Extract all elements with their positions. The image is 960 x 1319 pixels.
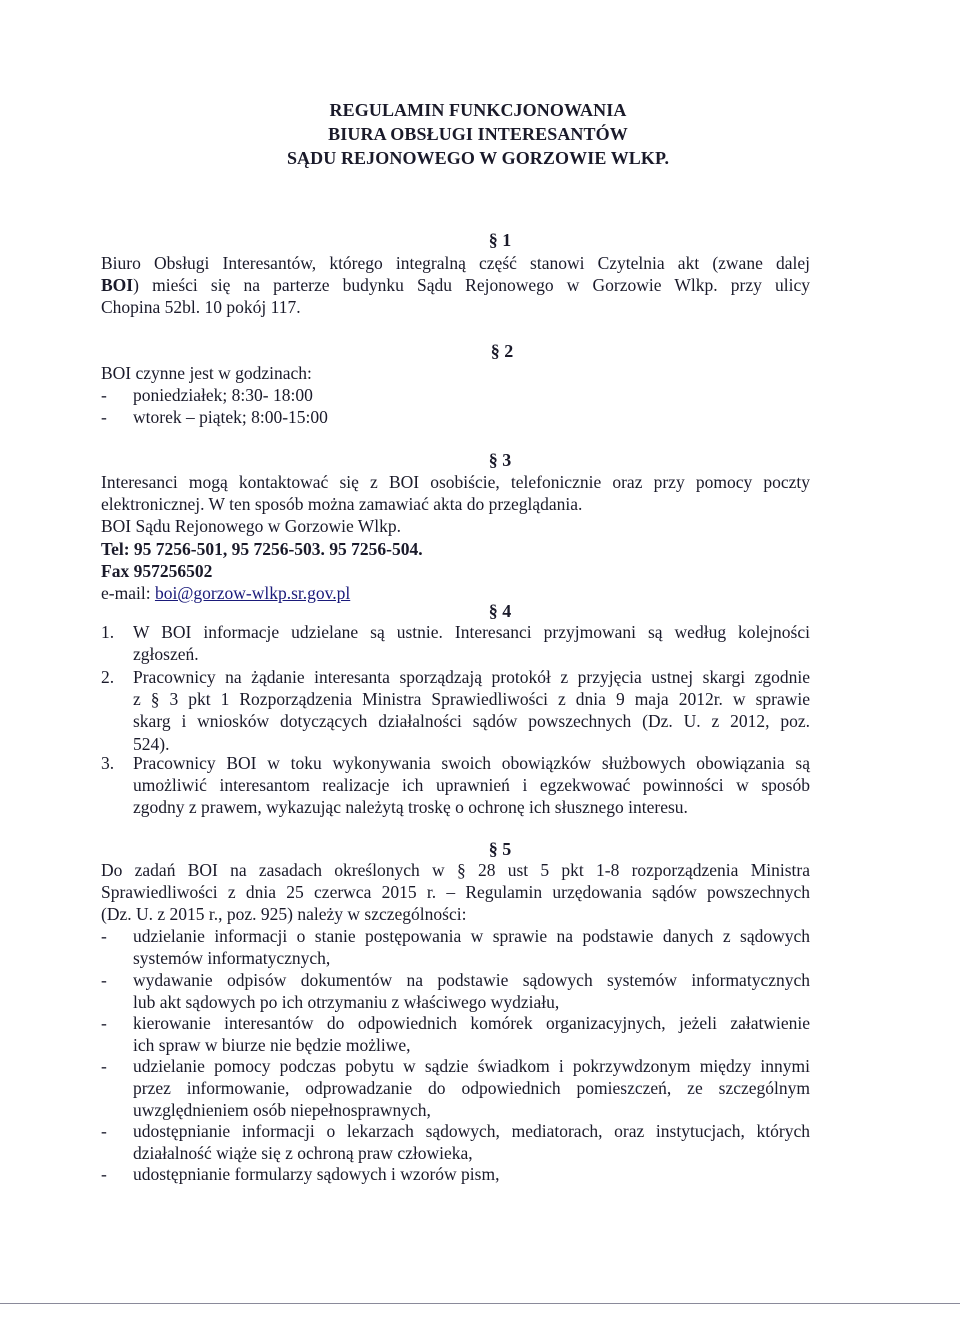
fax-number: Fax 957256502 [101, 560, 213, 581]
document-title [0, 98, 960, 170]
section-1-paragraph [101, 252, 810, 319]
hours-intro: BOI czynne jest w godzinach: [101, 363, 312, 383]
email-line: e-mail: boi@gorzow-wlkp.sr.gov.pl [101, 583, 351, 604]
section-1-heading: § 1 [488, 230, 512, 250]
title-line: BIURA OBSŁUGI INTERESANTÓW [328, 124, 628, 144]
paragraph-line: elektronicznej. W ten sposób można zamawiać akta do przeglądania. [101, 494, 583, 515]
paragraph-line: BOI Sądu Rejonowego w Gorzowie Wlkp. [101, 516, 402, 537]
title-line: REGULAMIN FUNKCJONOWANIA [329, 100, 627, 120]
section-5-heading: § 5 [488, 839, 512, 859]
phone-numbers: Tel: 95 7256-501, 95 7256-503. 95 7256-504. [101, 538, 423, 559]
section-5-paragraph: Do zadań BOI na zasadach określonych w § 28 ust 5 pkt 1-8 rozporządzenia Ministra Sprawiedliwości z dnia 25 czerwca 2015 r. – Regulamin urzędowania sądów powszechnych (Dz. U. z 2015 r., poz. 925) należy w szczególności: [101, 860, 810, 925]
paragraph-line: Chopina 52bl. 10 pokój 117. [101, 297, 301, 318]
email-link[interactable]: boi@gorzow-wlkp.sr.gov.pl [154, 583, 351, 604]
paragraph-line: Biuro Obsługi Interesantów, którego integralną część stanowi Czytelnia akt (zwane dalej [101, 253, 810, 273]
section-4-heading: § 4 [488, 601, 512, 621]
paragraph-line: BOI) mieści się na parterze budynku Sądu Rejonowego w Gorzowie Wlkp. przy ulicy [101, 275, 810, 296]
section-3-heading: § 3 [488, 450, 512, 470]
section-3-paragraph [101, 471, 810, 604]
section-2-heading: § 2 [490, 341, 514, 361]
document-page: REGULAMIN FUNKCJONOWANIA BIURA OBSŁUGI INTERESANTÓW SĄDU REJONOWEGO W GORZOWIE WLKP. § 1 Biuro Obsługi Interesantów, którego integralną część stanowi Czytelnia akt (zwane dalej BOI) mieści się na parterze budynku Sądu Rejonowego w Gorzowie Wlkp. przy ulicy Chopina 52bl. 10 pokój 117. § 2 BOI czynne jest w godzinach: - poniedziałek; 8:30- 18:00 - wtorek – piątek; 8:00-15:00 § 3 Interesanci mogą kontaktować się z BOI osobiście, telefonicznie oraz przy pomocy poczty elektronicznej. W ten sposób można zamawiać akta do przeglądania. BOI Sądu Rejonowego w Gorzowie Wlkp. Tel: 95 7256-501, 95 7256-503. 95 7256-504. Fax 957256502 e-mail: boi@gorzow-wlkp.sr.gov.pl § 4 1. W BOI informacje udzielane są ustnie. Interesanci przyjmowani są według kolejności zgłoszeń. 2. Pracownicy na żądanie interesanta sporządzają protokół z przyjęcia ustnej skargi zgodnie z § 3 pkt 1 Rozporządzenia Ministra Sprawiedliwości z dnia 9 maja 2012r. w sprawie skarg i wniosków dotyczących działalności sądów powszechnych (Dz. U. z 2012, poz. 524). 3. Pracownicy BOI w toku wykonywania swoich obowiązków służbowych obowiązania są umożliwić interesantom realizacje ich uprawnień i egzekwować powinności w sposób zgodny z prawem, wykazując należytą troskę o ochronę ich słusznego interesu. § 5 Do zadań BOI na zasadach określonych w § 28 ust 5 pkt 1-8 rozporządzenia Ministra Sprawiedliwości z dnia 25 czerwca 2015 r. – Regulamin urzędowania sądów powszechnych (Dz. U. z 2015 r., poz. 925) należy w szczególności: - udzielanie informacji o stanie postępowania w sprawie na podstawie danych z sądowych systemów informatycznych, - wydawanie odpisów dokumentów na podstawie sądowych systemów informatycznych lub akt sądowych po ich otrzymaniu z właściwego wydziału, - kierowanie interesantów do odpowiednich komórek organizacyjnych, jeżeli załatwienie ich spraw w biurze nie będzie możliwe, - udzielanie pomocy podczas pobytu w sądzie świadkom i pokrzywdzonym między innymi przez informowanie, odprowadzanie do odpowiednich pomieszczeń, ze szczególnym uwzględnieniem osób niepełnosprawnych, - udostępnianie informacji o lekarzach sądowych, mediatorach, oraz instytucjach, których działalność wiąże się z ochroną praw człowieka, - udostępnianie formularzy sądowych i wzorów pism, [0, 0, 960, 1319]
paragraph-line: Interesanci mogą kontaktować się z BOI osobiście, telefonicznie oraz przy pomocy poczty [101, 472, 810, 492]
boi-bold: BOI [101, 275, 134, 296]
section-2-paragraph [101, 362, 810, 384]
title-line: SĄDU REJONOWEGO W GORZOWIE WLKP. [286, 148, 670, 168]
bottom-divider [0, 1303, 960, 1304]
